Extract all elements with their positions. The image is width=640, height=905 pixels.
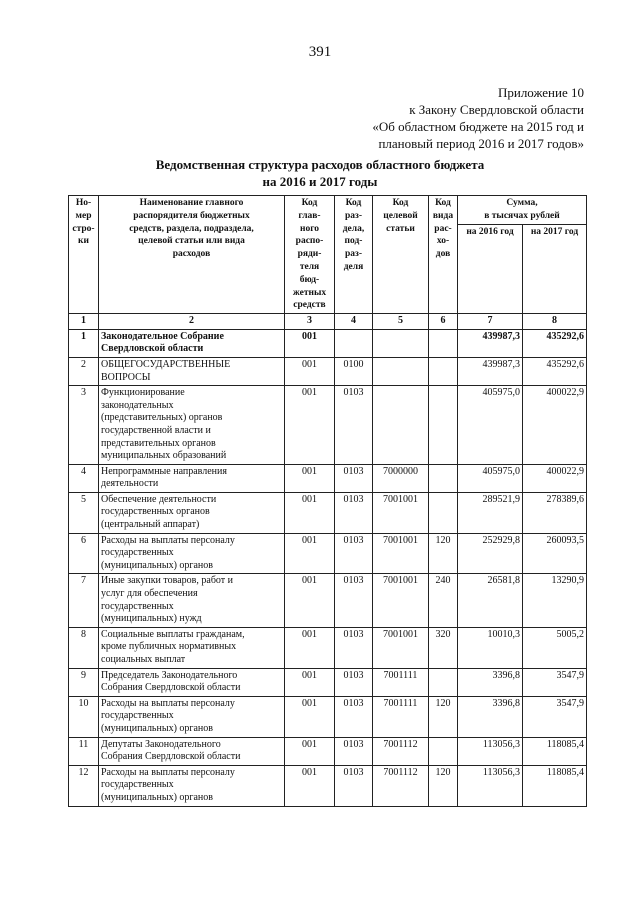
cell-amount-2017: 3547,9 <box>523 696 587 737</box>
cell-amount-2016: 113056,3 <box>458 737 523 765</box>
cell-row-number: 4 <box>69 464 99 492</box>
table-row <box>69 329 587 357</box>
cell-amount-2017: 435292,6 <box>523 329 587 357</box>
cell-target-code <box>373 357 429 385</box>
cell-expense-type: 320 <box>429 627 458 668</box>
table-row <box>69 627 587 668</box>
column-number: 1 <box>69 314 99 330</box>
column-number: 6 <box>429 314 458 330</box>
cell-target-code: 7001112 <box>373 765 429 806</box>
cell-admin-code: 001 <box>285 386 335 465</box>
table-row <box>69 696 587 737</box>
cell-admin-code: 001 <box>285 668 335 696</box>
cell-expense-type <box>429 329 458 357</box>
cell-admin-code: 001 <box>285 533 335 574</box>
cell-target-code: 7000000 <box>373 464 429 492</box>
cell-section-code: 0103 <box>335 464 373 492</box>
cell-admin-code: 001 <box>285 765 335 806</box>
cell-section-code: 0103 <box>335 533 373 574</box>
cell-row-number: 1 <box>69 329 99 357</box>
cell-target-code: 7001001 <box>373 492 429 533</box>
budget-table <box>68 195 587 807</box>
cell-row-number: 3 <box>69 386 99 465</box>
table-row <box>69 668 587 696</box>
cell-row-number: 11 <box>69 737 99 765</box>
table-row <box>69 357 587 385</box>
cell-section-code: 0100 <box>335 357 373 385</box>
cell-amount-2017: 400022,9 <box>523 386 587 465</box>
cell-target-code: 7001111 <box>373 696 429 737</box>
cell-target-code: 7001112 <box>373 737 429 765</box>
header-year-2016: на 2016 год <box>458 225 523 314</box>
cell-amount-2017: 13290,9 <box>523 574 587 627</box>
cell-name: Расходы на выплаты персоналу государственных (муниципальных) органов <box>99 765 285 806</box>
column-number: 5 <box>373 314 429 330</box>
cell-name: Социальные выплаты гражданам, кроме публичных нормативных социальных выплат <box>99 627 285 668</box>
cell-amount-2017: 435292,6 <box>523 357 587 385</box>
cell-admin-code: 001 <box>285 357 335 385</box>
appendix-line: Приложение 10 <box>497 85 584 100</box>
cell-target-code: 7001001 <box>373 627 429 668</box>
cell-amount-2016: 439987,3 <box>458 357 523 385</box>
cell-section-code <box>335 329 373 357</box>
cell-name: ОБЩЕГОСУДАРСТВЕННЫЕ ВОПРОСЫ <box>99 357 285 385</box>
cell-section-code: 0103 <box>335 386 373 465</box>
cell-amount-2017: 400022,9 <box>523 464 587 492</box>
column-number-row <box>69 314 587 330</box>
cell-name: Обеспечение деятельности государственных органов (центральный аппарат) <box>99 492 285 533</box>
cell-amount-2016: 405975,0 <box>458 386 523 465</box>
cell-amount-2016: 113056,3 <box>458 765 523 806</box>
cell-name: Иные закупки товаров, работ и услуг для обеспечения государственных (муниципальных) нужд <box>99 574 285 627</box>
table-row <box>69 492 587 533</box>
appendix-line: «Об областном бюджете на 2015 год и <box>372 119 584 134</box>
header-expense-type: Код вида рас- хо- дов <box>429 196 458 314</box>
appendix-line: плановый период 2016 и 2017 годов» <box>378 136 584 151</box>
cell-expense-type <box>429 386 458 465</box>
column-number: 7 <box>458 314 523 330</box>
table-row <box>69 765 587 806</box>
cell-admin-code: 001 <box>285 737 335 765</box>
cell-target-code: 7001001 <box>373 574 429 627</box>
title-line: Ведомственная структура расходов областного бюджета <box>155 157 485 172</box>
cell-row-number: 8 <box>69 627 99 668</box>
cell-admin-code: 001 <box>285 627 335 668</box>
cell-row-number: 2 <box>69 357 99 385</box>
cell-admin-code: 001 <box>285 696 335 737</box>
page-number: 391 <box>308 44 332 60</box>
column-number: 4 <box>335 314 373 330</box>
cell-expense-type <box>429 492 458 533</box>
cell-amount-2017: 118085,4 <box>523 765 587 806</box>
header-row-number: Но- мер стро- ки <box>69 196 99 314</box>
cell-row-number: 5 <box>69 492 99 533</box>
cell-section-code: 0103 <box>335 574 373 627</box>
cell-name: Расходы на выплаты персоналу государственных (муниципальных) органов <box>99 533 285 574</box>
cell-name: Законодательное Собрание Свердловской области <box>99 329 285 357</box>
header-section-code: Код раз- дела, под- раз- деля <box>335 196 373 314</box>
cell-amount-2017: 118085,4 <box>523 737 587 765</box>
cell-admin-code: 001 <box>285 464 335 492</box>
table-row <box>69 386 587 465</box>
cell-amount-2016: 10010,3 <box>458 627 523 668</box>
cell-expense-type <box>429 464 458 492</box>
cell-amount-2016: 289521,9 <box>458 492 523 533</box>
cell-amount-2016: 26581,8 <box>458 574 523 627</box>
column-number: 3 <box>285 314 335 330</box>
cell-row-number: 6 <box>69 533 99 574</box>
cell-target-code: 7001001 <box>373 533 429 574</box>
cell-amount-2017: 3547,9 <box>523 668 587 696</box>
cell-name: Председатель Законодательного Собрания Свердловской области <box>99 668 285 696</box>
cell-amount-2016: 405975,0 <box>458 464 523 492</box>
table-row <box>69 737 587 765</box>
cell-expense-type <box>429 668 458 696</box>
cell-section-code: 0103 <box>335 668 373 696</box>
cell-target-code: 7001111 <box>373 668 429 696</box>
cell-section-code: 0103 <box>335 492 373 533</box>
cell-row-number: 9 <box>69 668 99 696</box>
cell-expense-type <box>429 357 458 385</box>
cell-name: Непрограммные направления деятельности <box>99 464 285 492</box>
document-title <box>0 156 640 190</box>
cell-expense-type <box>429 737 458 765</box>
cell-section-code: 0103 <box>335 696 373 737</box>
table-row <box>69 533 587 574</box>
cell-section-code: 0103 <box>335 627 373 668</box>
appendix-block <box>372 84 584 152</box>
cell-name: Функционирование законодательных (представительных) органов государственной власти и представительных органов муниципальных образований <box>99 386 285 465</box>
cell-admin-code: 001 <box>285 329 335 357</box>
cell-admin-code: 001 <box>285 492 335 533</box>
cell-expense-type: 120 <box>429 533 458 574</box>
cell-expense-type: 120 <box>429 696 458 737</box>
cell-row-number: 12 <box>69 765 99 806</box>
title-line: на 2016 и 2017 годы <box>262 174 378 189</box>
cell-amount-2016: 3396,8 <box>458 668 523 696</box>
cell-expense-type: 240 <box>429 574 458 627</box>
cell-amount-2016: 439987,3 <box>458 329 523 357</box>
header-name: Наименование главного распорядителя бюджетных средств, раздела, подраздела, целевой статьи или вида расходов <box>99 196 285 314</box>
cell-target-code <box>373 329 429 357</box>
cell-section-code: 0103 <box>335 737 373 765</box>
cell-amount-2017: 278389,6 <box>523 492 587 533</box>
appendix-line: к Закону Свердловской области <box>409 102 584 117</box>
cell-row-number: 7 <box>69 574 99 627</box>
cell-name: Расходы на выплаты персоналу государственных (муниципальных) органов <box>99 696 285 737</box>
header-admin-code: Код глав- ного распо- ряди- теля бюд- жетных средств <box>285 196 335 314</box>
header-sum: Сумма, в тысячах рублей <box>458 196 587 225</box>
cell-expense-type: 120 <box>429 765 458 806</box>
cell-amount-2016: 3396,8 <box>458 696 523 737</box>
cell-row-number: 10 <box>69 696 99 737</box>
cell-admin-code: 001 <box>285 574 335 627</box>
table-row <box>69 464 587 492</box>
cell-section-code: 0103 <box>335 765 373 806</box>
cell-target-code <box>373 386 429 465</box>
cell-amount-2016: 252929,8 <box>458 533 523 574</box>
header-year-2017: на 2017 год <box>523 225 587 314</box>
cell-amount-2017: 5005,2 <box>523 627 587 668</box>
column-number: 2 <box>99 314 285 330</box>
header-target-code: Код целевой статьи <box>373 196 429 314</box>
table-row <box>69 574 587 627</box>
cell-name: Депутаты Законодательного Собрания Свердловской области <box>99 737 285 765</box>
column-number: 8 <box>523 314 587 330</box>
cell-amount-2017: 260093,5 <box>523 533 587 574</box>
